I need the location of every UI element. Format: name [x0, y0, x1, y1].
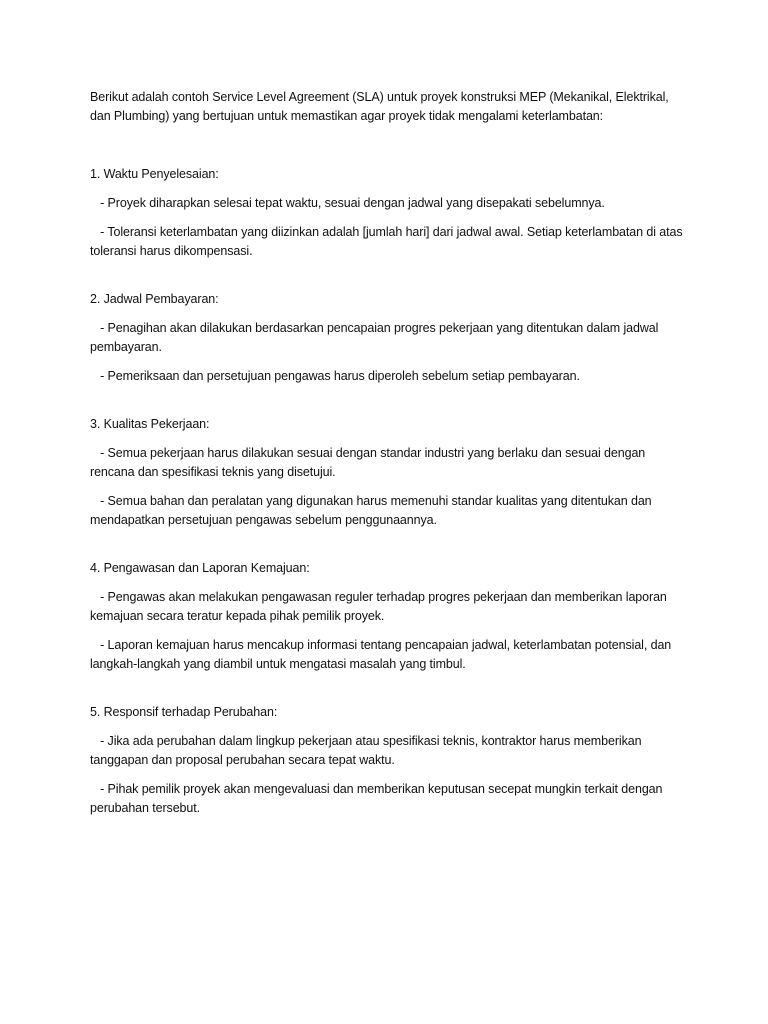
bullet-item: - Laporan kemajuan harus mencakup informasi tentang pencapaian jadwal, keterlambatan potensial, dan langkah-langkah yang diambil untuk mengatasi masalah yang timbul.	[90, 638, 675, 671]
section-responsif-perubahan	[90, 703, 690, 818]
section-pengawasan-laporan	[90, 559, 690, 674]
bullet-item: - Pengawas akan melakukan pengawasan reguler terhadap progres pekerjaan dan memberikan laporan kemajuan secara teratur kepada pihak pemilik proyek.	[90, 590, 671, 623]
section-title: 5. Responsif terhadap Perubahan:	[90, 705, 278, 719]
bullet-item: - Semua pekerjaan harus dilakukan sesuai dengan standar industri yang berlaku dan sesuai dengan rencana dan spesifikasi teknis yang disetujui.	[90, 446, 649, 479]
document-content	[90, 88, 690, 847]
section-kualitas-pekerjaan	[90, 415, 690, 530]
section-title: 4. Pengawasan dan Laporan Kemajuan:	[90, 561, 310, 575]
bullet-item: - Pemeriksaan dan persetujuan pengawas harus diperoleh sebelum setiap pembayaran.	[90, 369, 580, 383]
section-title: 2. Jadwal Pembayaran:	[90, 292, 219, 306]
bullet-item: - Pihak pemilik proyek akan mengevaluasi dan memberikan keputusan secepat mungkin terkait dengan perubahan tersebut.	[90, 782, 666, 815]
bullet-item: - Jika ada perubahan dalam lingkup pekerjaan atau spesifikasi teknis, kontraktor harus memberikan tanggapan dan proposal perubahan secara tepat waktu.	[90, 734, 645, 767]
bullet-item: - Penagihan akan dilakukan berdasarkan pencapaian progres pekerjaan yang ditentukan dalam jadwal pembayaran.	[90, 321, 662, 354]
section-jadwal-pembayaran	[90, 290, 690, 386]
bullet-item: - Toleransi keterlambatan yang diizinkan adalah [jumlah hari] dari jadwal awal. Setiap keterlambatan di atas toleransi harus dikompensasi.	[90, 225, 686, 258]
bullet-item: - Proyek diharapkan selesai tepat waktu, sesuai dengan jadwal yang disepakati sebelumnya.	[90, 196, 605, 210]
bullet-item: - Semua bahan dan peralatan yang digunakan harus memenuhi standar kualitas yang ditentukan dan mendapatkan persetujuan pengawas sebelum penggunaannya.	[90, 494, 655, 527]
section-title: 3. Kualitas Pekerjaan:	[90, 417, 210, 431]
intro-paragraph: Berikut adalah contoh Service Level Agreement (SLA) untuk proyek konstruksi MEP (Mekanikal, Elektrikal, dan Plumbing) yang bertujuan untuk memastikan agar proyek tidak mengalami keterlambatan:	[90, 90, 669, 123]
section-title: 1. Waktu Penyelesaian:	[90, 167, 219, 181]
section-waktu-penyelesaian	[90, 165, 690, 261]
